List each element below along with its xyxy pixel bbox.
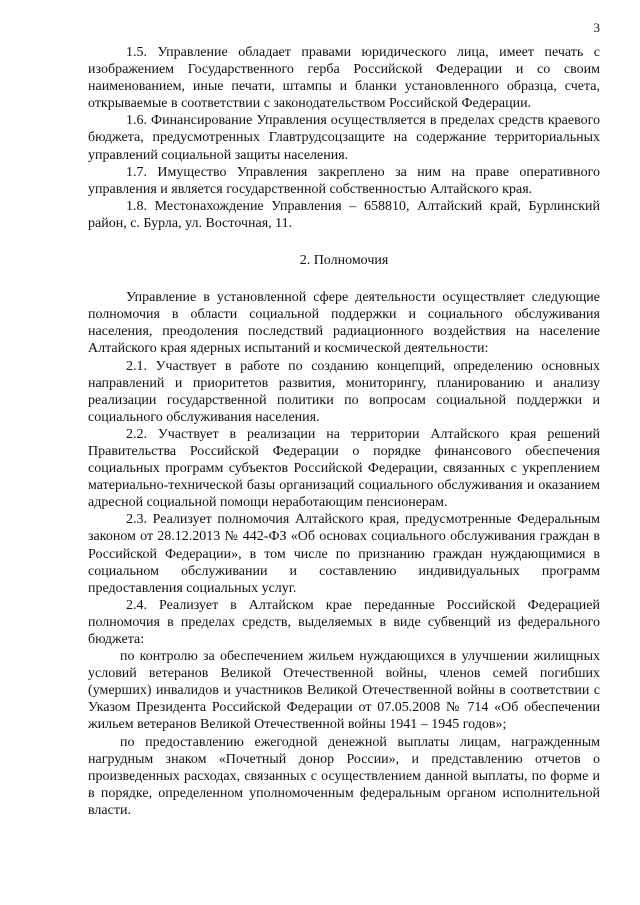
paragraph-donor-payment: по предоставлению ежегодной денежной выплаты лицам, награжденным нагрудным знаком «Почетный донор России», и представлению отчетов о произведенных расходах, связанных с осуществлением данной выплаты, по форме и в порядке, определенном уполномоченным федеральным органом исполнительной власти. xyxy=(88,734,600,818)
paragraph-2-2: 2.2. Участвует в реализации на территории Алтайского края решений Правительства Российской Федерации о порядке финансового обеспечения социальных программ субъектов Российской Федерации, связанных с укреплением материально-технической базы организаций социального обслуживания и оказанием адресной социальной помощи неработающим пенсионерам. xyxy=(88,426,600,511)
document-body xyxy=(88,44,600,819)
paragraph-intro: Управление в установленной сфере деятельности осуществляет следующие полномочия в области социальной поддержки и социального обслуживания населения, преодоления последствий радиационного воздействия на население Алтайского края ядерных испытаний и космической деятельности: xyxy=(88,290,600,357)
paragraph-2-1: 2.1. Участвует в работе по созданию концепций, определению основных направлений и приоритетов развития, мониторингу, планированию и анализу реализации государственной политики по вопросам социальной поддержки и социального обслуживания населения. xyxy=(88,358,600,425)
section-heading: 2. Полномочия xyxy=(299,253,389,269)
paragraph-1-6: 1.6. Финансирование Управления осуществляется в пределах средств краевого бюджета, предусмотренных Главтрудсоцзащите на содержание территориальных управлений социальной защиты населения. xyxy=(88,113,600,163)
paragraph-2-4: 2.4. Реализует в Алтайском крае переданные Российской Федерацией полномочия в пределах средств, выделяемых в виде субвенций из федерального бюджета: xyxy=(88,597,600,647)
paragraph-1-7: 1.7. Имущество Управления закреплено за ним на праве оперативного управления и является государственной собственностью Алтайского края. xyxy=(88,164,600,197)
paragraph-1-8: 1.8. Местонахождение Управления – 658810, Алтайский край, Бурлинский район, с. Бурла, ул. Восточная, 11. xyxy=(88,198,600,231)
paragraph-2-3: 2.3. Реализует полномочия Алтайского края, предусмотренные Федеральным законом от 28.12.2013 № 442-ФЗ «Об основах социального обслуживания граждан в Российской Федерации», в том числе по признанию граждан нуждающимися в социальном обслуживании и составлению индивидуальных программ предоставления социальных услуг. xyxy=(88,512,600,596)
page-number: 3 xyxy=(593,20,600,35)
paragraph-1-5: 1.5. Управление обладает правами юридического лица, имеет печать с изображением Государственного герба Российской Федерации и со своим наименованием, иные печати, штампы и бланки установленного образца, счета, открываемые в соответствии с законодательством Российской Федерации. xyxy=(88,45,600,112)
paragraph-housing-control: по контролю за обеспечением жильем нуждающихся в улучшении жилищных условий ветеранов Великой Отечественной войны, членов семей погибших (умерших) инвалидов и участников Великой Отечественной войны в соответствии с Указом Президента Российской Федерации от 07.05.2008 № 714 «Об обеспечении жильем ветеранов Великой Отечественной войны 1941 – 1945 годов»; xyxy=(88,649,600,733)
